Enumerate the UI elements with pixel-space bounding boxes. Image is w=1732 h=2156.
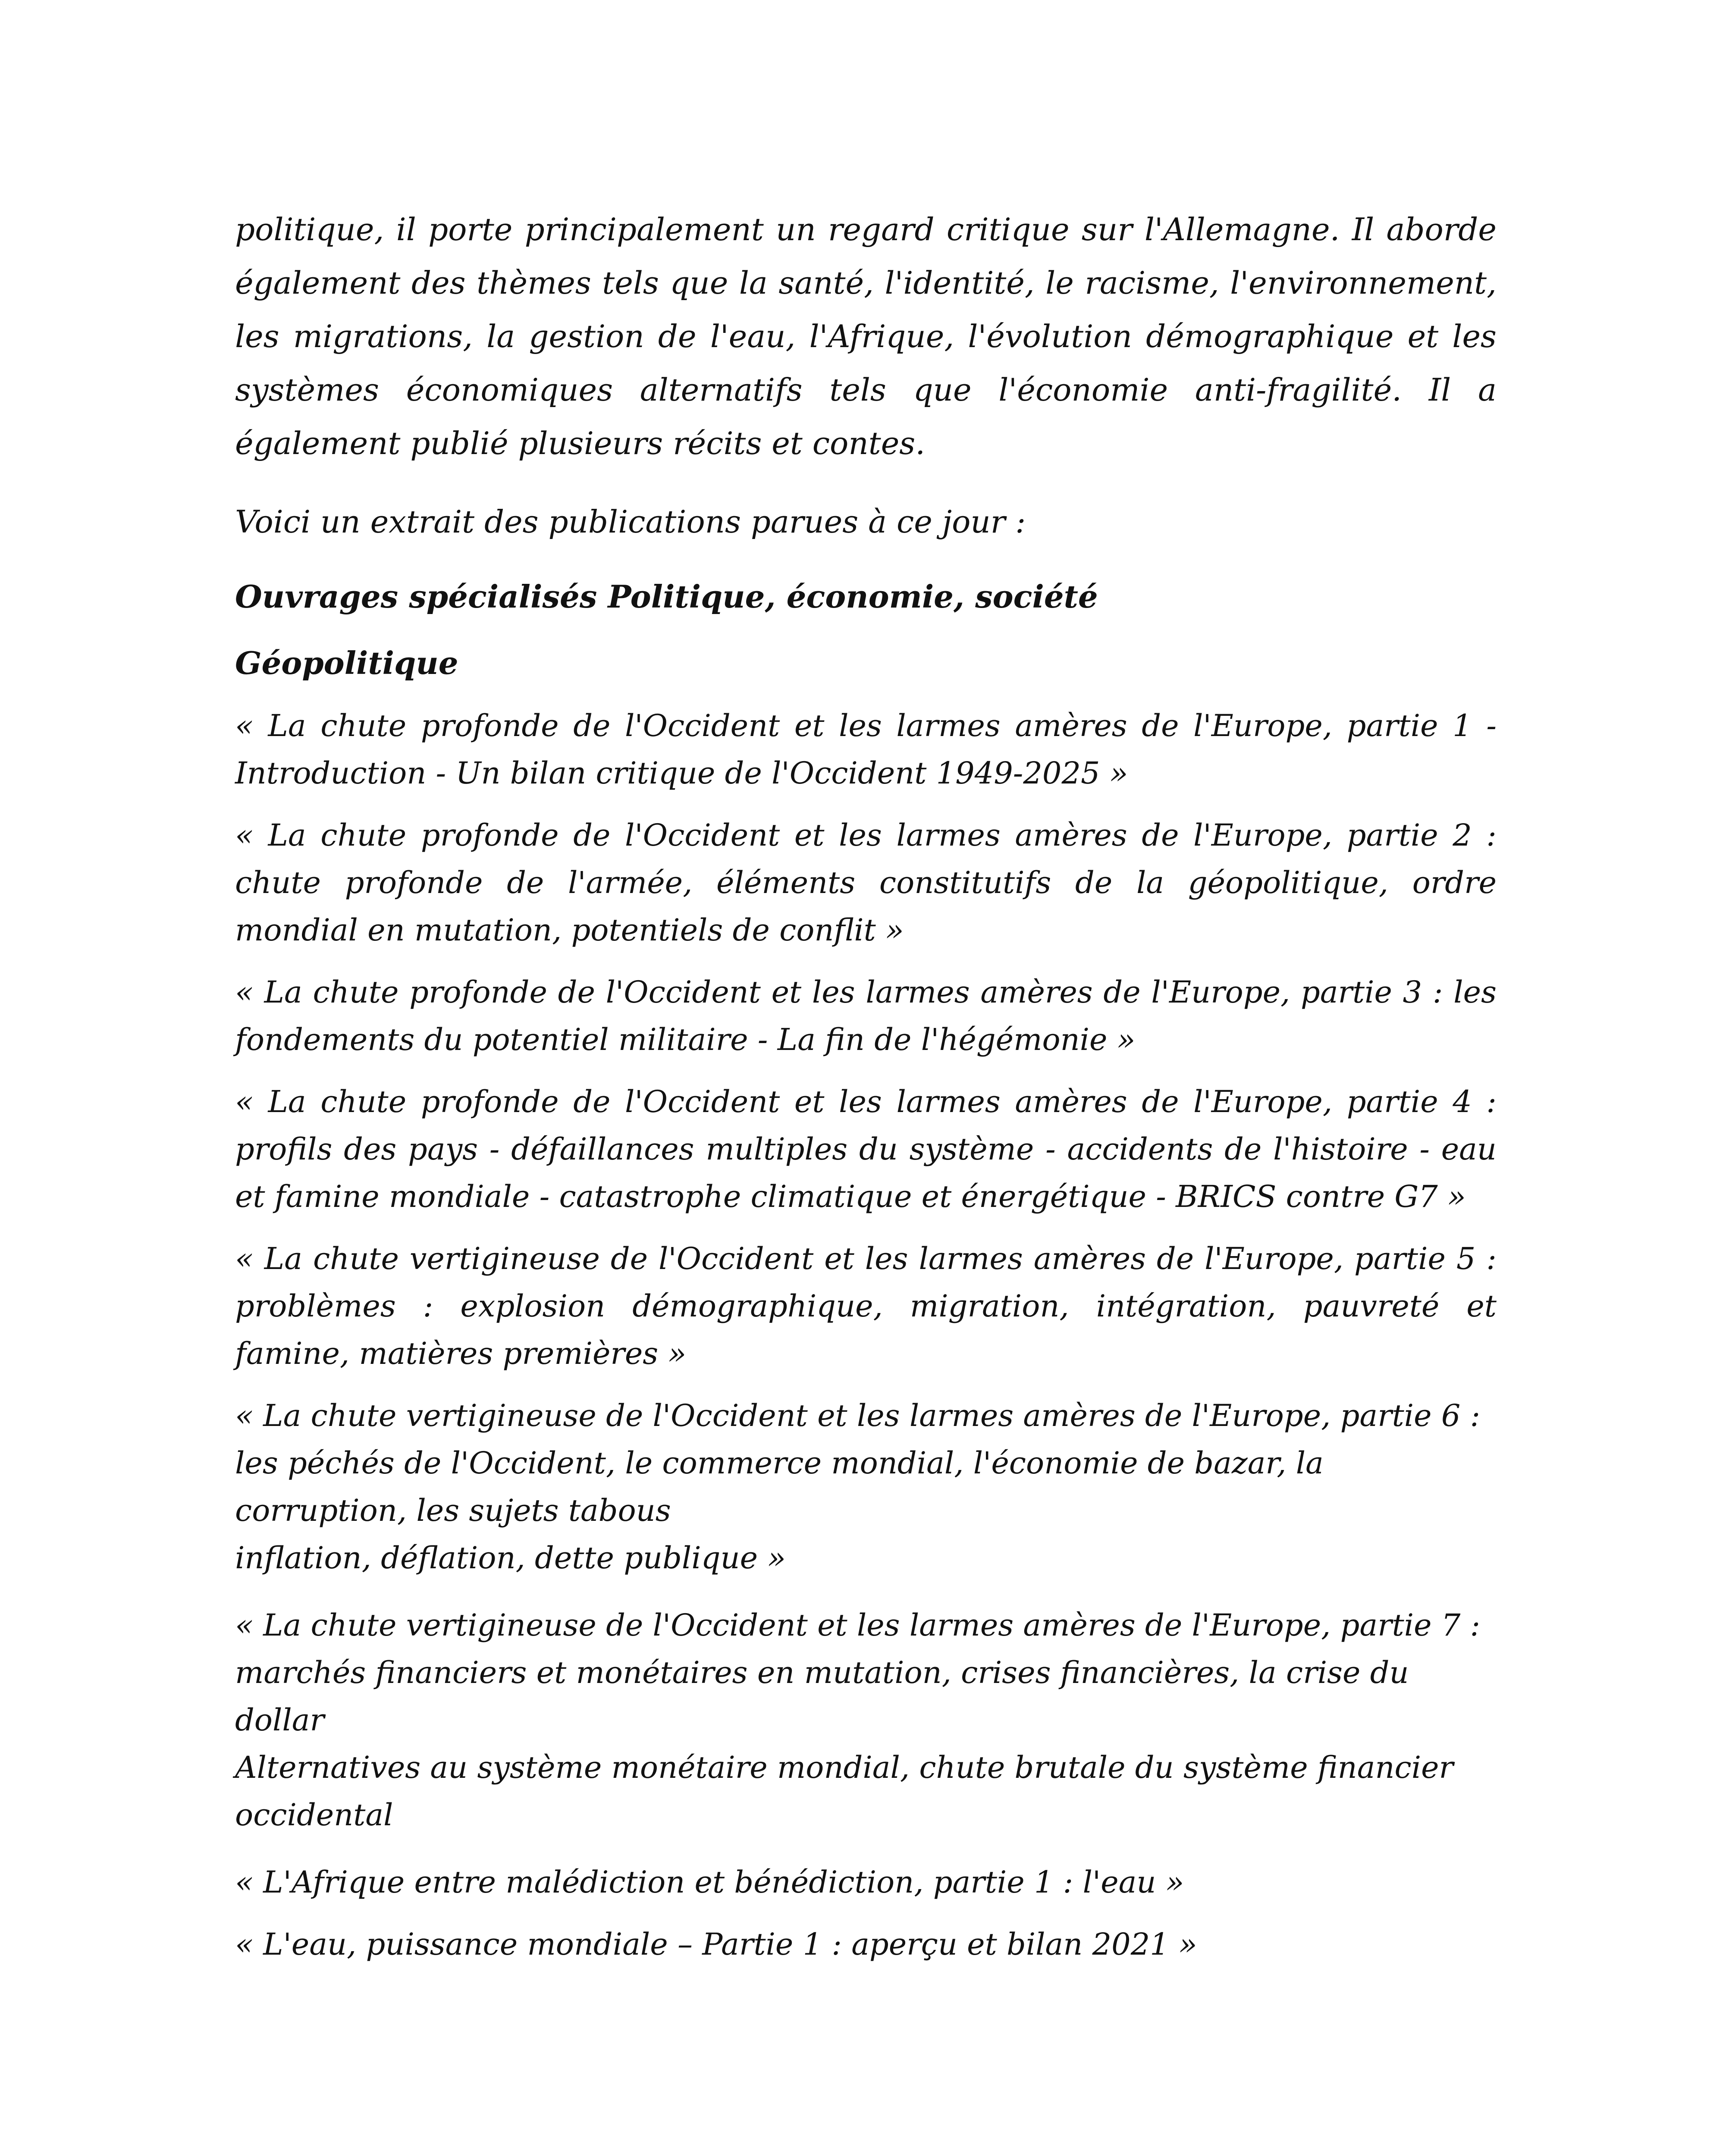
publication-title: « La chute profonde de l'Occident et les larmes amères de l'Europe, partie 1 - Introduction - Un bilan critique de l'Occident 1949-2025 »: [235, 708, 1497, 791]
publication-item: [235, 1858, 1497, 1906]
publication-title-continuation: inflation, déflation, dette publique »: [235, 1540, 786, 1576]
publication-item: [235, 968, 1497, 1063]
publication-item: [235, 702, 1497, 797]
publication-item: [235, 1921, 1497, 1968]
publication-item: [235, 1601, 1497, 1839]
publication-title: « La chute vertigineuse de l'Occident et les larmes amères de l'Europe, partie 6 : les péchés de l'Occident, le commerce mondial, l'économie de bazar, la corruption, les sujets tabous: [235, 1398, 1481, 1528]
publication-title: « La chute profonde de l'Occident et les larmes amères de l'Europe, partie 4 : profils des pays - défaillances multiples du système - accidents de l'histoire - eau et famine mondiale - catastrophe climatique et énergétique - BRICS contre G7 »: [235, 1084, 1497, 1214]
publication-item: [235, 1392, 1497, 1582]
publications-lead: Voici un extrait des publications parues à ce jour :: [235, 504, 1026, 540]
section-heading: Ouvrages spécialisés Politique, économie, société: [235, 578, 1098, 615]
publication-item: [235, 1235, 1497, 1377]
subsection-heading: Géopolitique: [235, 645, 458, 681]
publication-title: « L'Afrique entre malédiction et bénédiction, partie 1 : l'eau »: [235, 1865, 1184, 1900]
publication-title: « La chute vertigineuse de l'Occident et les larmes amères de l'Europe, partie 7 : marchés financiers et monétaires en mutation, crises financières, la crise du dollar: [235, 1608, 1481, 1738]
intro-paragraph: politique, il porte principalement un regard critique sur l'Allemagne. Il aborde également des thèmes tels que la santé, l'identité, le racisme, l'environnement, les migrations, la gestion de l'eau, l'Afrique, l'évolution démographique et les systèmes économiques alternatifs tels que l'économie anti-fragilité. Il a également publié plusieurs récits et contes.: [235, 211, 1497, 461]
publication-title-continuation: Alternatives au système monétaire mondial, chute brutale du système financier occidental: [235, 1750, 1454, 1833]
publication-title: « La chute profonde de l'Occident et les larmes amères de l'Europe, partie 3 : les fondements du potentiel militaire - La fin de l'hégémonie »: [235, 975, 1497, 1057]
publication-title: « La chute vertigineuse de l'Occident et les larmes amères de l'Europe, partie 5 : problèmes : explosion démographique, migration, intégration, pauvreté et famine, matières premières »: [235, 1241, 1497, 1371]
document-page: [235, 203, 1497, 1983]
publication-title: « L'eau, puissance mondiale – Partie 1 : aperçu et bilan 2021 »: [235, 1927, 1197, 1962]
publication-list: [235, 702, 1497, 1968]
publication-item: [235, 1078, 1497, 1220]
publication-item: [235, 812, 1497, 954]
publication-title: « La chute profonde de l'Occident et les larmes amères de l'Europe, partie 2 : chute profonde de l'armée, éléments constitutifs de la géopolitique, ordre mondial en mutation, potentiels de conflit »: [235, 818, 1497, 948]
